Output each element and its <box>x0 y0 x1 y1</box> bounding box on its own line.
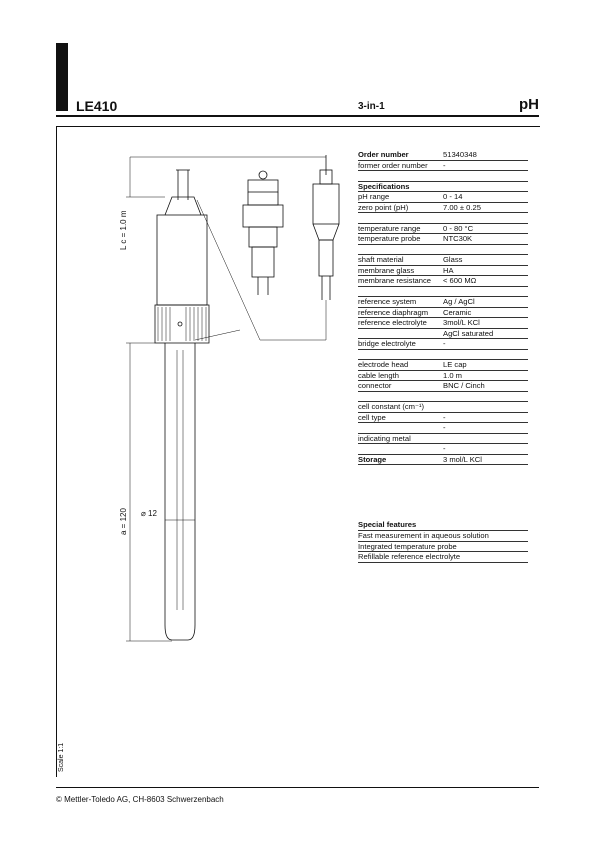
spec-value: BNC / Cinch <box>443 381 485 390</box>
spec-key: shaft material <box>358 255 404 264</box>
spec-value: - <box>443 339 446 348</box>
spec-key: zero point (pH) <box>358 202 409 212</box>
spec-row <box>358 444 528 455</box>
spec-value <box>443 402 528 412</box>
spec-row <box>358 171 528 182</box>
spec-row <box>358 213 528 224</box>
spec-value: AgCl saturated <box>443 328 494 338</box>
scale-label: Scale 1:1 <box>58 742 65 772</box>
spec-row <box>358 402 528 413</box>
spec-value: 0 - 14 <box>443 192 463 201</box>
spec-row <box>358 255 528 266</box>
spec-row <box>358 182 528 193</box>
footer-rule <box>56 787 539 788</box>
spec-value: Ceramic <box>443 307 472 317</box>
spec-key: temperature range <box>358 223 421 233</box>
cap-top <box>165 197 201 215</box>
spec-key: Specifications <box>358 181 410 191</box>
spec-key: electrode head <box>358 360 409 369</box>
spec-row <box>358 339 528 350</box>
spec-row <box>358 161 528 172</box>
spec-row <box>358 381 528 392</box>
spec-row <box>358 329 528 340</box>
spec-key: cell constant (cm⁻¹) <box>358 402 425 411</box>
spec-value <box>443 245 528 255</box>
spec-key: membrane glass <box>358 265 415 275</box>
spec-row <box>358 224 528 235</box>
spec-key: cell type <box>358 412 386 422</box>
spec-value: Ag / AgCl <box>443 297 475 306</box>
spec-value <box>443 182 528 192</box>
spec-row <box>358 371 528 382</box>
spec-row <box>358 297 528 308</box>
spec-row <box>358 150 528 161</box>
footer-copyright: © Mettler-Toledo AG, CH-8603 Schwerzenbach <box>56 795 224 804</box>
spec-row <box>358 392 528 403</box>
spec-key: indicating metal <box>358 433 411 443</box>
spec-value: LE cap <box>443 360 467 369</box>
spec-row <box>358 266 528 277</box>
specification-table <box>358 150 528 465</box>
spec-value: - <box>443 423 446 432</box>
spec-value <box>443 392 528 402</box>
bulb <box>165 625 195 640</box>
spec-key: Order number <box>358 150 409 159</box>
diameter-dimension: ⌀ 12 <box>141 509 157 518</box>
spec-value: 51340348 <box>443 150 477 159</box>
length-dimension: a = 120 <box>119 508 128 535</box>
spec-value <box>443 171 528 181</box>
spec-key <box>358 350 443 360</box>
spec-key <box>358 245 443 255</box>
cable-dimension: L c = 1.0 m <box>119 210 128 250</box>
spec-key <box>358 213 443 223</box>
spec-key <box>358 392 443 402</box>
spec-row <box>358 287 528 298</box>
spec-value: NTC30K <box>443 234 473 243</box>
spec-key: membrane resistance <box>358 276 432 285</box>
spec-row <box>358 434 528 445</box>
spec-row <box>358 245 528 256</box>
electrode-head <box>157 215 207 305</box>
feature-item: Refillable reference electrolyte <box>358 552 528 563</box>
category-label: pH <box>519 96 539 113</box>
cinch-connector <box>313 155 339 300</box>
spec-key: temperature probe <box>358 234 421 243</box>
spec-value: Glass <box>443 255 463 264</box>
special-features-title: Special features <box>358 520 528 531</box>
spec-key: reference diaphragm <box>358 307 429 317</box>
model-name: LE410 <box>76 98 118 114</box>
spec-key: Storage <box>358 454 387 464</box>
spec-value: 7.00 ± 0.25 <box>443 202 481 212</box>
spec-value: 3 mol/L KCl <box>443 454 482 464</box>
spec-key <box>358 329 443 339</box>
spec-row <box>358 423 528 434</box>
spec-value: - <box>443 444 446 453</box>
spec-key: connector <box>358 381 392 390</box>
spec-row <box>358 203 528 214</box>
spec-value <box>443 213 528 223</box>
special-features <box>358 520 528 563</box>
spec-row <box>358 234 528 245</box>
spec-row <box>358 192 528 203</box>
bnc-connector <box>243 171 283 295</box>
spec-key: reference system <box>358 297 417 306</box>
spec-key: bridge electrolyte <box>358 339 416 348</box>
spec-key <box>358 444 443 454</box>
feature-item: Fast measurement in aqueous solution <box>358 531 528 542</box>
spec-key: former order number <box>358 160 428 170</box>
spec-row <box>358 350 528 361</box>
spec-key: reference electrolyte <box>358 318 427 327</box>
spec-row <box>358 308 528 319</box>
spec-value: HA <box>443 265 454 275</box>
spec-row <box>358 413 528 424</box>
spec-key: pH range <box>358 192 390 201</box>
spec-value: - <box>443 412 446 422</box>
spec-key <box>358 287 443 297</box>
spec-row <box>358 455 528 466</box>
spec-value: 3mol/L KCl <box>443 318 480 327</box>
spec-value <box>443 287 528 297</box>
spec-value: - <box>443 160 446 170</box>
spec-key: cable length <box>358 370 399 380</box>
spec-value <box>443 434 528 444</box>
spec-row <box>358 318 528 329</box>
spec-value: 1.0 m <box>443 370 462 380</box>
spec-value: 0 - 80 °C <box>443 223 474 233</box>
spec-key <box>358 423 443 433</box>
spec-value <box>443 350 528 360</box>
feature-item: Integrated temperature probe <box>358 542 528 553</box>
spec-row <box>358 276 528 287</box>
sensor-type: 3-in-1 <box>358 101 385 112</box>
spec-row <box>358 360 528 371</box>
spec-value: < 600 MΩ <box>443 276 477 285</box>
spec-key <box>358 171 443 181</box>
